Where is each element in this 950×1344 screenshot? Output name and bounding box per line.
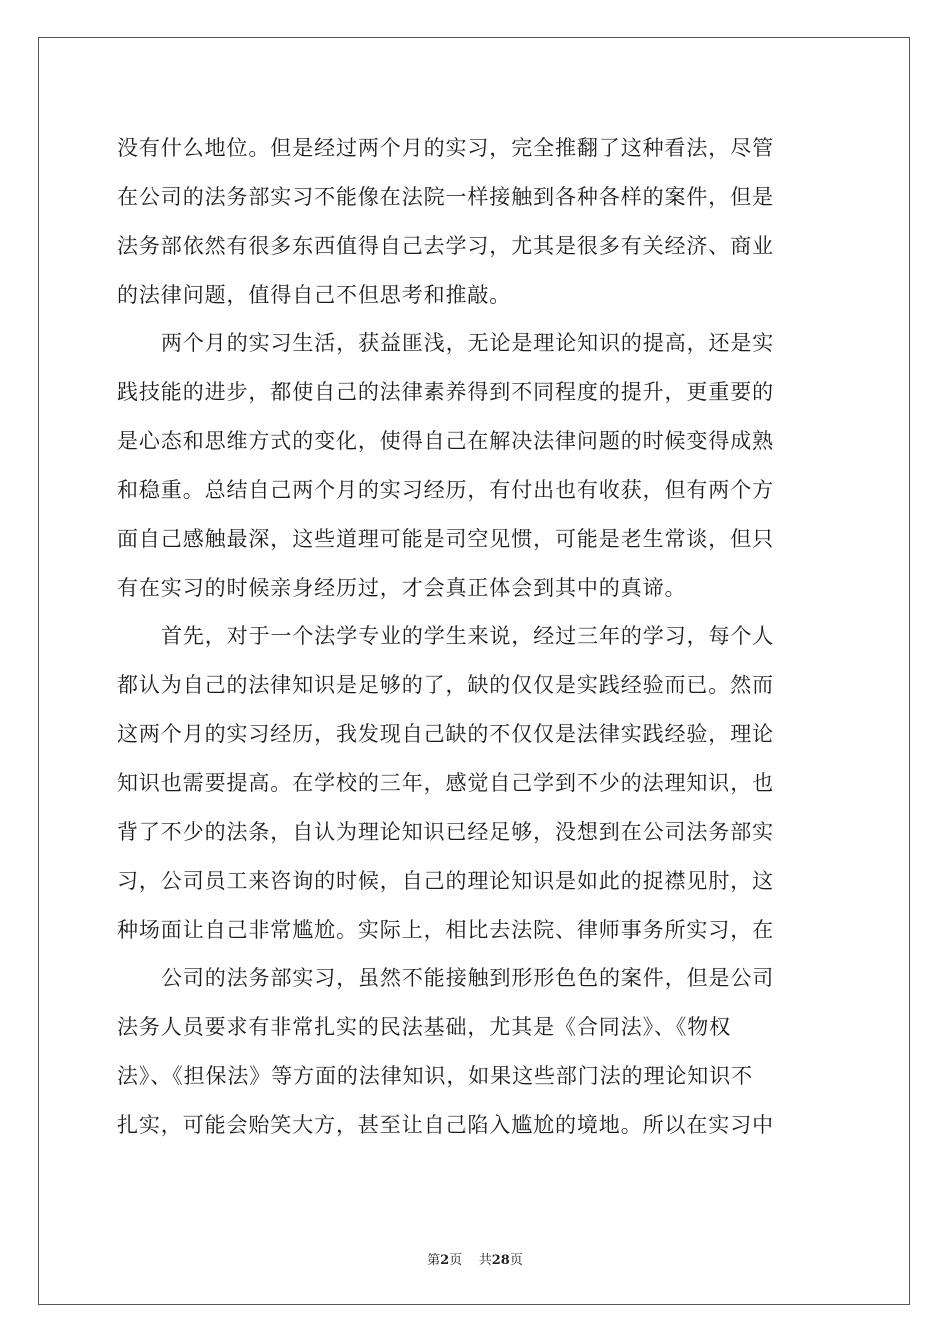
text-line: 背了不少的法条，自认为理论知识已经足够，没想到在公司法务部实 [117, 819, 774, 844]
text-line: 在公司的法务部实习不能像在法院一样接触到各种各样的案件，但是 [117, 184, 774, 209]
text-line: 法务人员要求有非常扎实的民法基础，尤其是《合同法》、《物权 [117, 1015, 732, 1040]
text-line: 这两个月的实习经历，我发现自己缺的不仅仅是法律实践经验，理论 [117, 722, 774, 747]
current-page-number: 2 [440, 1253, 450, 1268]
text-line: 首先，对于一个法学专业的学生来说，经过三年的学习，每个人 [161, 624, 775, 649]
text-line: 扎实，可能会贻笑大方，甚至让自己陷入尴尬的境地。所以在实习中 [117, 1112, 774, 1137]
text-line: 和稳重。总结自己两个月的实习经历，有付出也有收获，但有两个方 [117, 477, 774, 502]
text-line: 是心态和思维方式的变化，使得自己在解决法律问题的时候变得成熟 [117, 429, 774, 454]
text-line: 法务部依然有很多东西值得自己去学习，尤其是很多有关经济、商业 [117, 233, 774, 258]
total-suffix: 页 [509, 1253, 523, 1268]
total-pages-number: 28 [491, 1253, 510, 1268]
text-line: 都认为自己的法律知识是足够的了，缺的仅仅是实践经验而已。然而 [117, 673, 774, 698]
page-footer [0, 1249, 950, 1268]
page-suffix: 页 [449, 1253, 463, 1268]
text-line: 面自己感触最深，这些道理可能是司空见惯，可能是老生常谈，但只 [117, 526, 774, 551]
document-body [117, 124, 833, 1150]
text-line: 法》、《担保法》等方面的法律知识，如果这些部门法的理论知识不 [117, 1064, 753, 1089]
text-line: 公司的法务部实习，虽然不能接触到形形色色的案件，但是公司 [161, 966, 775, 991]
text-line: 没有什么地位。但是经过两个月的实习，完全推翻了这种看法，尽管 [117, 136, 774, 160]
total-prefix: 共 [478, 1253, 492, 1268]
text-line: 习，公司员工来咨询的时候，自己的理论知识是如此的捉襟见肘，这 [117, 868, 774, 893]
page-prefix: 第 [427, 1253, 441, 1268]
text-line: 有在实习的时候亲身经历过，才会真正体会到其中的真谛。 [117, 575, 687, 600]
text-line: 两个月的实习生活，获益匪浅，无论是理论知识的提高，还是实 [161, 331, 775, 356]
text-line: 的法律问题，值得自己不但思考和推敲。 [117, 282, 512, 307]
text-line: 知识也需要提高。在学校的三年，感觉自己学到不少的法理知识，也 [117, 770, 774, 795]
text-line: 种场面让自己非常尴尬。实际上，相比去法院、律师事务所实习，在 [117, 917, 774, 942]
text-line: 践技能的进步，都使自己的法律素养得到不同程度的提升，更重要的 [117, 380, 774, 405]
